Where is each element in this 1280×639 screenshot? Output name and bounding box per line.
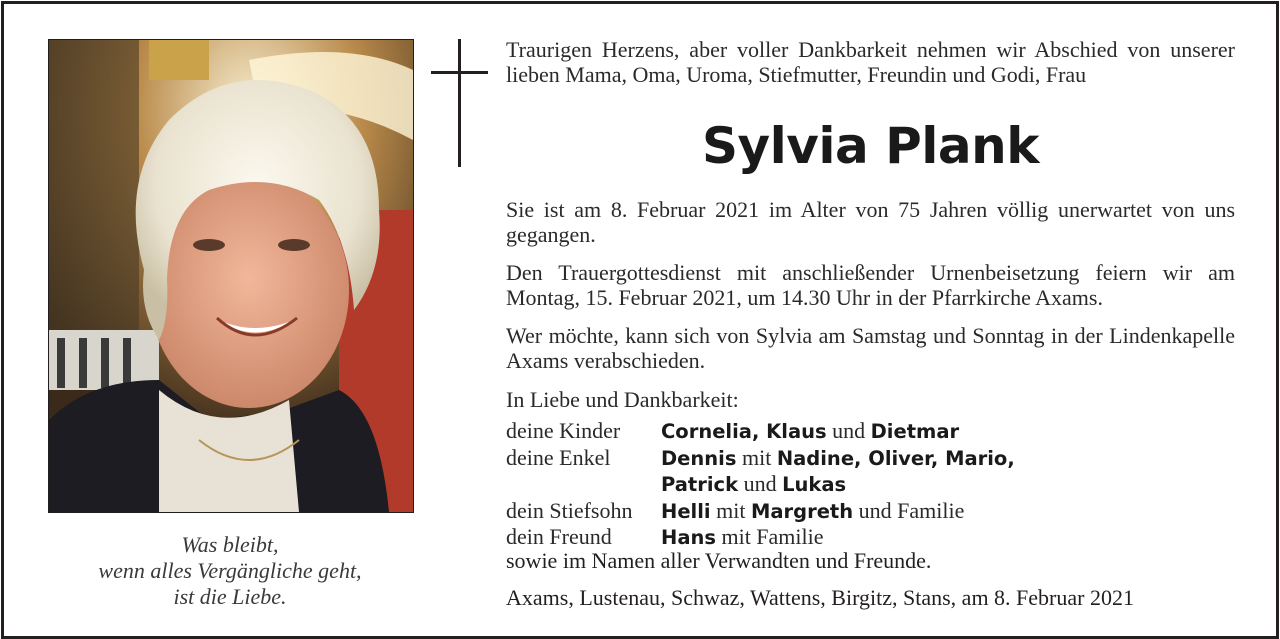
place-and-date: Axams, Lustenau, Schwaz, Wattens, Birgitz, Stans, am 8. Februar 2021 <box>506 585 1134 610</box>
mourner-names: Cornelia, Klaus und Dietmar <box>661 418 960 443</box>
quote-line: ist die Liebe. <box>173 584 287 609</box>
quote-line: wenn alles Vergängliche geht, <box>98 558 362 583</box>
cross-icon-bar <box>431 71 488 74</box>
mourner-role-empty <box>506 471 661 498</box>
cross-icon <box>458 39 461 167</box>
mourner-row <box>506 445 1235 472</box>
mourner-role: dein Freund <box>506 524 612 550</box>
mourner-row <box>506 524 1235 551</box>
funeral-service-paragraph: Den Trauergottesdienst mit anschließender Urnenbeisetzung feiern wir am Montag, 15. Februar 2021, um 14.30 Uhr in der Pfarrkirche Axams. <box>506 260 1235 310</box>
mourner-names: Hans mit Familie <box>661 524 824 550</box>
mourner-names: Helli mit Margreth und Familie <box>661 497 965 523</box>
death-notice-paragraph: Sie ist am 8. Februar 2021 im Alter von 75 Jahren völlig unerwartet von uns gegangen. <box>506 197 1235 247</box>
quote-line: Was bleibt, <box>181 532 279 557</box>
mourner-row <box>506 418 1235 445</box>
intro-text: Traurigen Herzens, aber voller Dankbarkeit nehmen wir Abschied von unserer lieben Mama, Oma, Uroma, Stiefmutter, Freundin und Godi, Frau <box>506 37 1235 87</box>
closing-line: sowie im Namen aller Verwandten und Freunde. <box>506 548 932 573</box>
deceased-name: Sylvia Plank <box>702 117 1039 175</box>
mourners-list <box>506 418 1235 551</box>
memorial-quote <box>48 532 412 610</box>
obituary-card <box>1 1 1279 639</box>
farewell-paragraph: Wer möchte, kann sich von Sylvia am Samstag und Sonntag in der Lindenkapelle Axams verabschieden. <box>506 323 1235 373</box>
mourner-names: Dennis mit Nadine, Oliver, Mario, <box>661 444 1015 470</box>
mourner-row <box>506 471 1235 498</box>
mourner-names: Patrick und Lukas <box>661 471 847 497</box>
mourner-role: dein Stiefsohn <box>506 497 633 523</box>
portrait-photo <box>48 39 414 513</box>
mourner-row <box>506 498 1235 525</box>
signoff-heading: In Liebe und Dankbarkeit: <box>506 387 739 412</box>
mourner-role: deine Enkel <box>506 444 611 470</box>
mourner-role: deine Kinder <box>506 418 621 443</box>
